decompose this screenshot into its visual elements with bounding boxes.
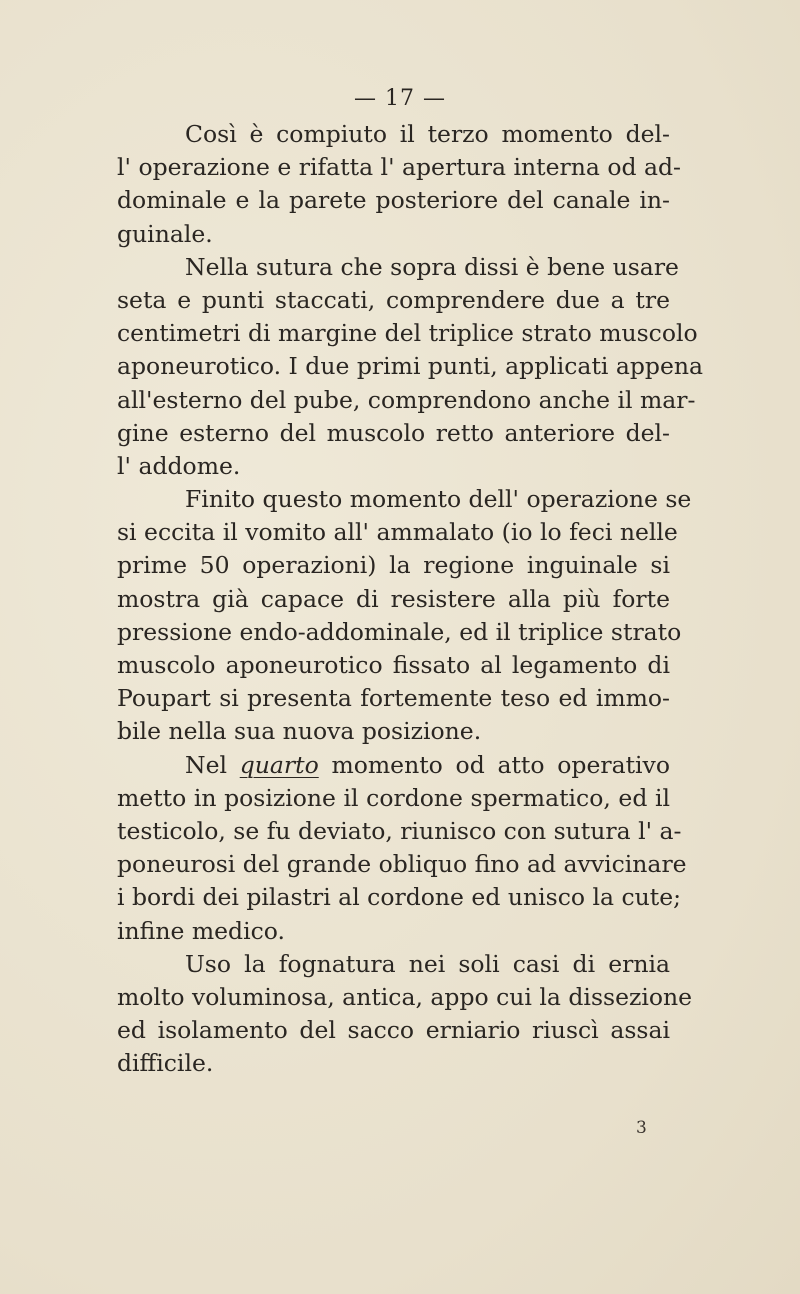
text-line: Poupart si presenta fortemente teso ed immo- (117, 684, 670, 713)
text-line: ed isolamento del sacco erniario riuscì assai (117, 1016, 670, 1045)
text-line (117, 749, 670, 782)
text-line: guinale. (117, 219, 213, 248)
italic-word: quarto (239, 750, 319, 779)
text-line: l' addome. (117, 451, 241, 480)
text-line: i bordi dei pilastri al cordone ed unisco la cute; (117, 883, 682, 912)
text-line: Finito questo momento dell' operazione se (185, 485, 692, 514)
text-line: mostra già capace di resistere alla più forte (117, 584, 670, 613)
text-line: infine medico. (117, 916, 285, 945)
body-text (117, 118, 704, 1080)
text-line: molto voluminosa, antica, appo cui la dissezione (117, 982, 693, 1011)
text-line: pressione endo-addominale, ed il triplice strato (117, 617, 682, 646)
text-line: muscolo aponeurotico fissato al legamento di (117, 651, 670, 679)
text-line: Uso la fognatura nei soli casi di ernia (185, 949, 670, 978)
text-line: aponeurotico. I due primi punti, applicati appena (117, 352, 704, 381)
text-line: Nella sutura che sopra dissi è bene usare (185, 252, 679, 281)
text-line: bile nella sua nuova posizione. (117, 717, 482, 746)
text-line: l' operazione e rifatta l' apertura interna od ad- (117, 153, 681, 182)
text-line: metto in posizione il cordone spermatico, ed il (117, 783, 670, 812)
text-line: poneurosi del grande obliquo fino ad avvicinare (117, 850, 687, 879)
text-fragment: momento od atto operativo (318, 750, 670, 779)
text-line: centimetri di margine del triplice strato muscolo (117, 319, 698, 348)
text-line: testicolo, se fu deviato, riunisco con sutura l' a- (117, 816, 682, 845)
text-fragment: Nel (185, 750, 240, 779)
text-line: dominale e la parete posteriore del canale in- (117, 186, 670, 215)
text-line: seta e punti staccati, comprendere due a tre (117, 285, 670, 314)
text-line: prime 50 operazioni) la regione inguinale si (117, 551, 670, 580)
text-line: difficile. (117, 1049, 214, 1078)
text-line: si eccita il vomito all' ammalato (io lo feci nelle (117, 518, 678, 547)
signature-mark: 3 (636, 1118, 647, 1138)
text-line: Così è compiuto il terzo momento del- (185, 120, 670, 148)
text-line: gine esterno del muscolo retto anteriore del- (117, 418, 670, 447)
page-number: — 17 — (354, 86, 446, 111)
text-line: all'esterno del pube, comprendono anche il mar- (117, 385, 696, 414)
